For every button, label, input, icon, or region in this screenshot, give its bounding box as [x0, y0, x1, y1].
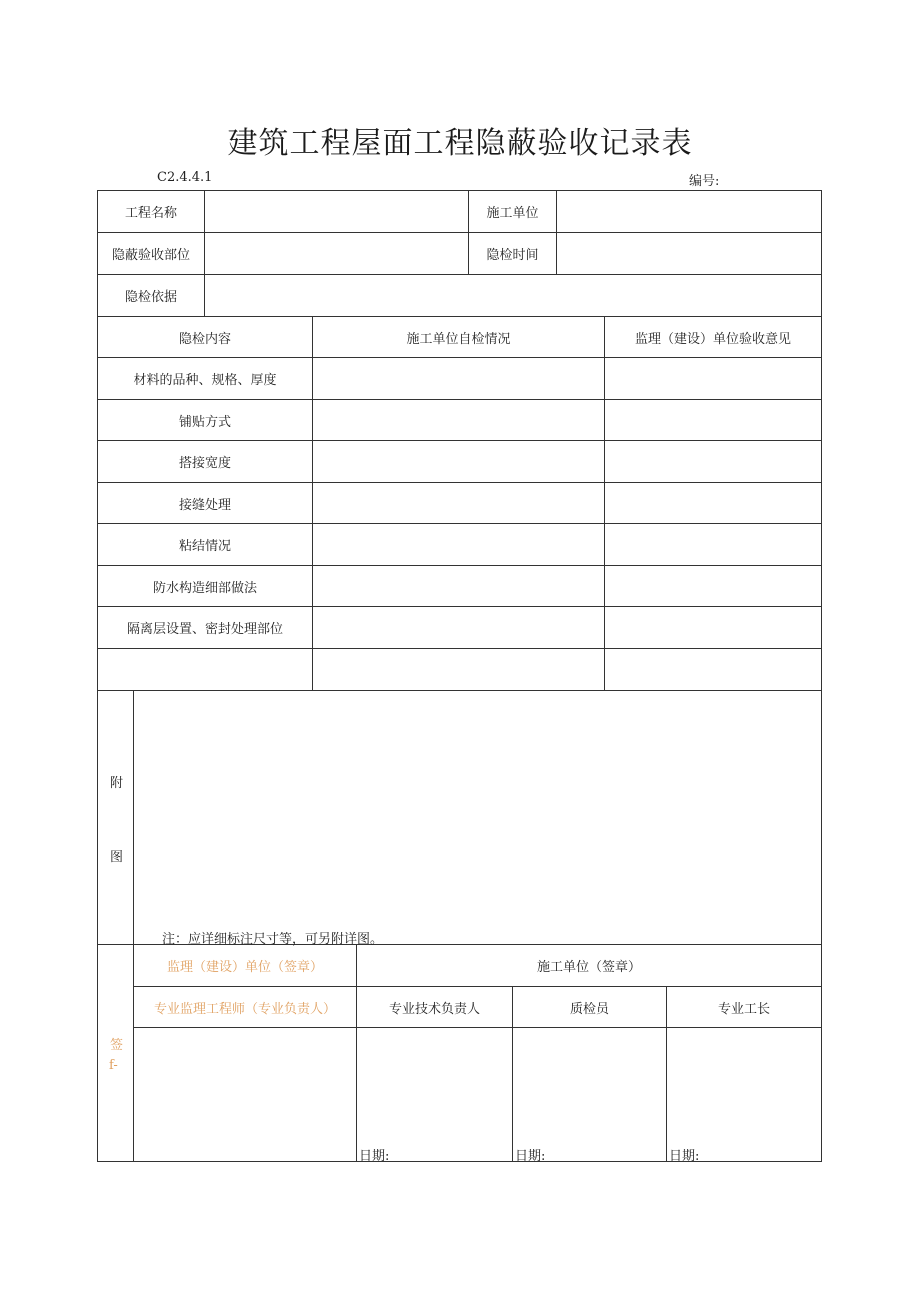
- quality-inspector-signature-field[interactable]: [513, 1028, 666, 1138]
- serial-number-label: 编号:: [689, 174, 720, 189]
- signature-label-2: f-: [109, 1058, 118, 1073]
- column-header-content: 隐检内容: [178, 331, 231, 347]
- quality-inspector-label: 质检员: [569, 1001, 609, 1017]
- construction-unit-seal: 施工单位（签章）: [536, 960, 641, 975]
- grid-line: [312, 316, 313, 690]
- attachment-drawing-area[interactable]: [134, 691, 821, 921]
- quality-inspector-date-label: 日期:: [515, 1149, 546, 1164]
- construction-unit-label: 施工单位: [486, 206, 539, 221]
- grid-line: [604, 316, 605, 690]
- construction-unit-field[interactable]: [557, 191, 821, 232]
- form-title: 建筑工程屋面工程隐蔽验收记录表: [227, 126, 693, 161]
- inspection-time-field[interactable]: [557, 233, 821, 274]
- project-name-field[interactable]: [205, 191, 468, 232]
- basis-field[interactable]: [205, 275, 821, 316]
- inspection-item: [98, 649, 312, 690]
- hidden-part-field[interactable]: [205, 233, 468, 274]
- foreman-label: 专业工长: [717, 1001, 770, 1017]
- inspection-item: 接缝处理: [178, 497, 231, 513]
- attachment-note: 注：应详细标注尺寸等，可另附详图。: [162, 932, 384, 947]
- attachment-label-2: 图: [110, 850, 124, 865]
- tech-lead-signature-field[interactable]: [357, 1028, 512, 1138]
- foreman-date-label: 日期:: [669, 1149, 700, 1164]
- project-name-label: 工程名称: [124, 206, 177, 221]
- grid-line: [821, 190, 822, 1162]
- form-code: C2.4.4.1: [157, 170, 213, 185]
- basis-label: 隐检依据: [124, 290, 177, 305]
- inspection-item: 粘结情况: [178, 539, 231, 554]
- inspection-item: 搭接宽度: [178, 456, 231, 471]
- column-header-self-check: 施工单位自检情况: [406, 331, 511, 347]
- inspection-time-label: 隐检时间: [486, 248, 539, 263]
- inspection-item: 材料的品种、规格、厚度: [133, 373, 277, 388]
- foreman-signature-field[interactable]: [667, 1028, 821, 1138]
- inspection-item: 铺贴方式: [178, 414, 231, 430]
- tech-lead-label: 专业技术负责人: [388, 1001, 480, 1017]
- supervisor-engineer-label: 专业监理工程师（专业负责人）: [153, 1001, 336, 1017]
- hidden-part-label: 隐蔽验收部位: [111, 248, 190, 263]
- inspection-item: 隔离层设置、密封处理部位: [126, 622, 283, 637]
- signature-label-1: 签: [110, 1038, 124, 1053]
- attachment-label-1: 附: [110, 776, 124, 791]
- supervisor-unit-seal: 监理（建设）单位（签章）: [166, 960, 323, 975]
- grid-line: [97, 1161, 822, 1162]
- tech-lead-date-label: 日期:: [359, 1149, 390, 1164]
- supervisor-signature-field[interactable]: [134, 1028, 356, 1161]
- inspection-item: 防水构造细部做法: [152, 580, 257, 596]
- column-header-supervisor-opinion: 监理（建设）单位验收意见: [634, 331, 791, 347]
